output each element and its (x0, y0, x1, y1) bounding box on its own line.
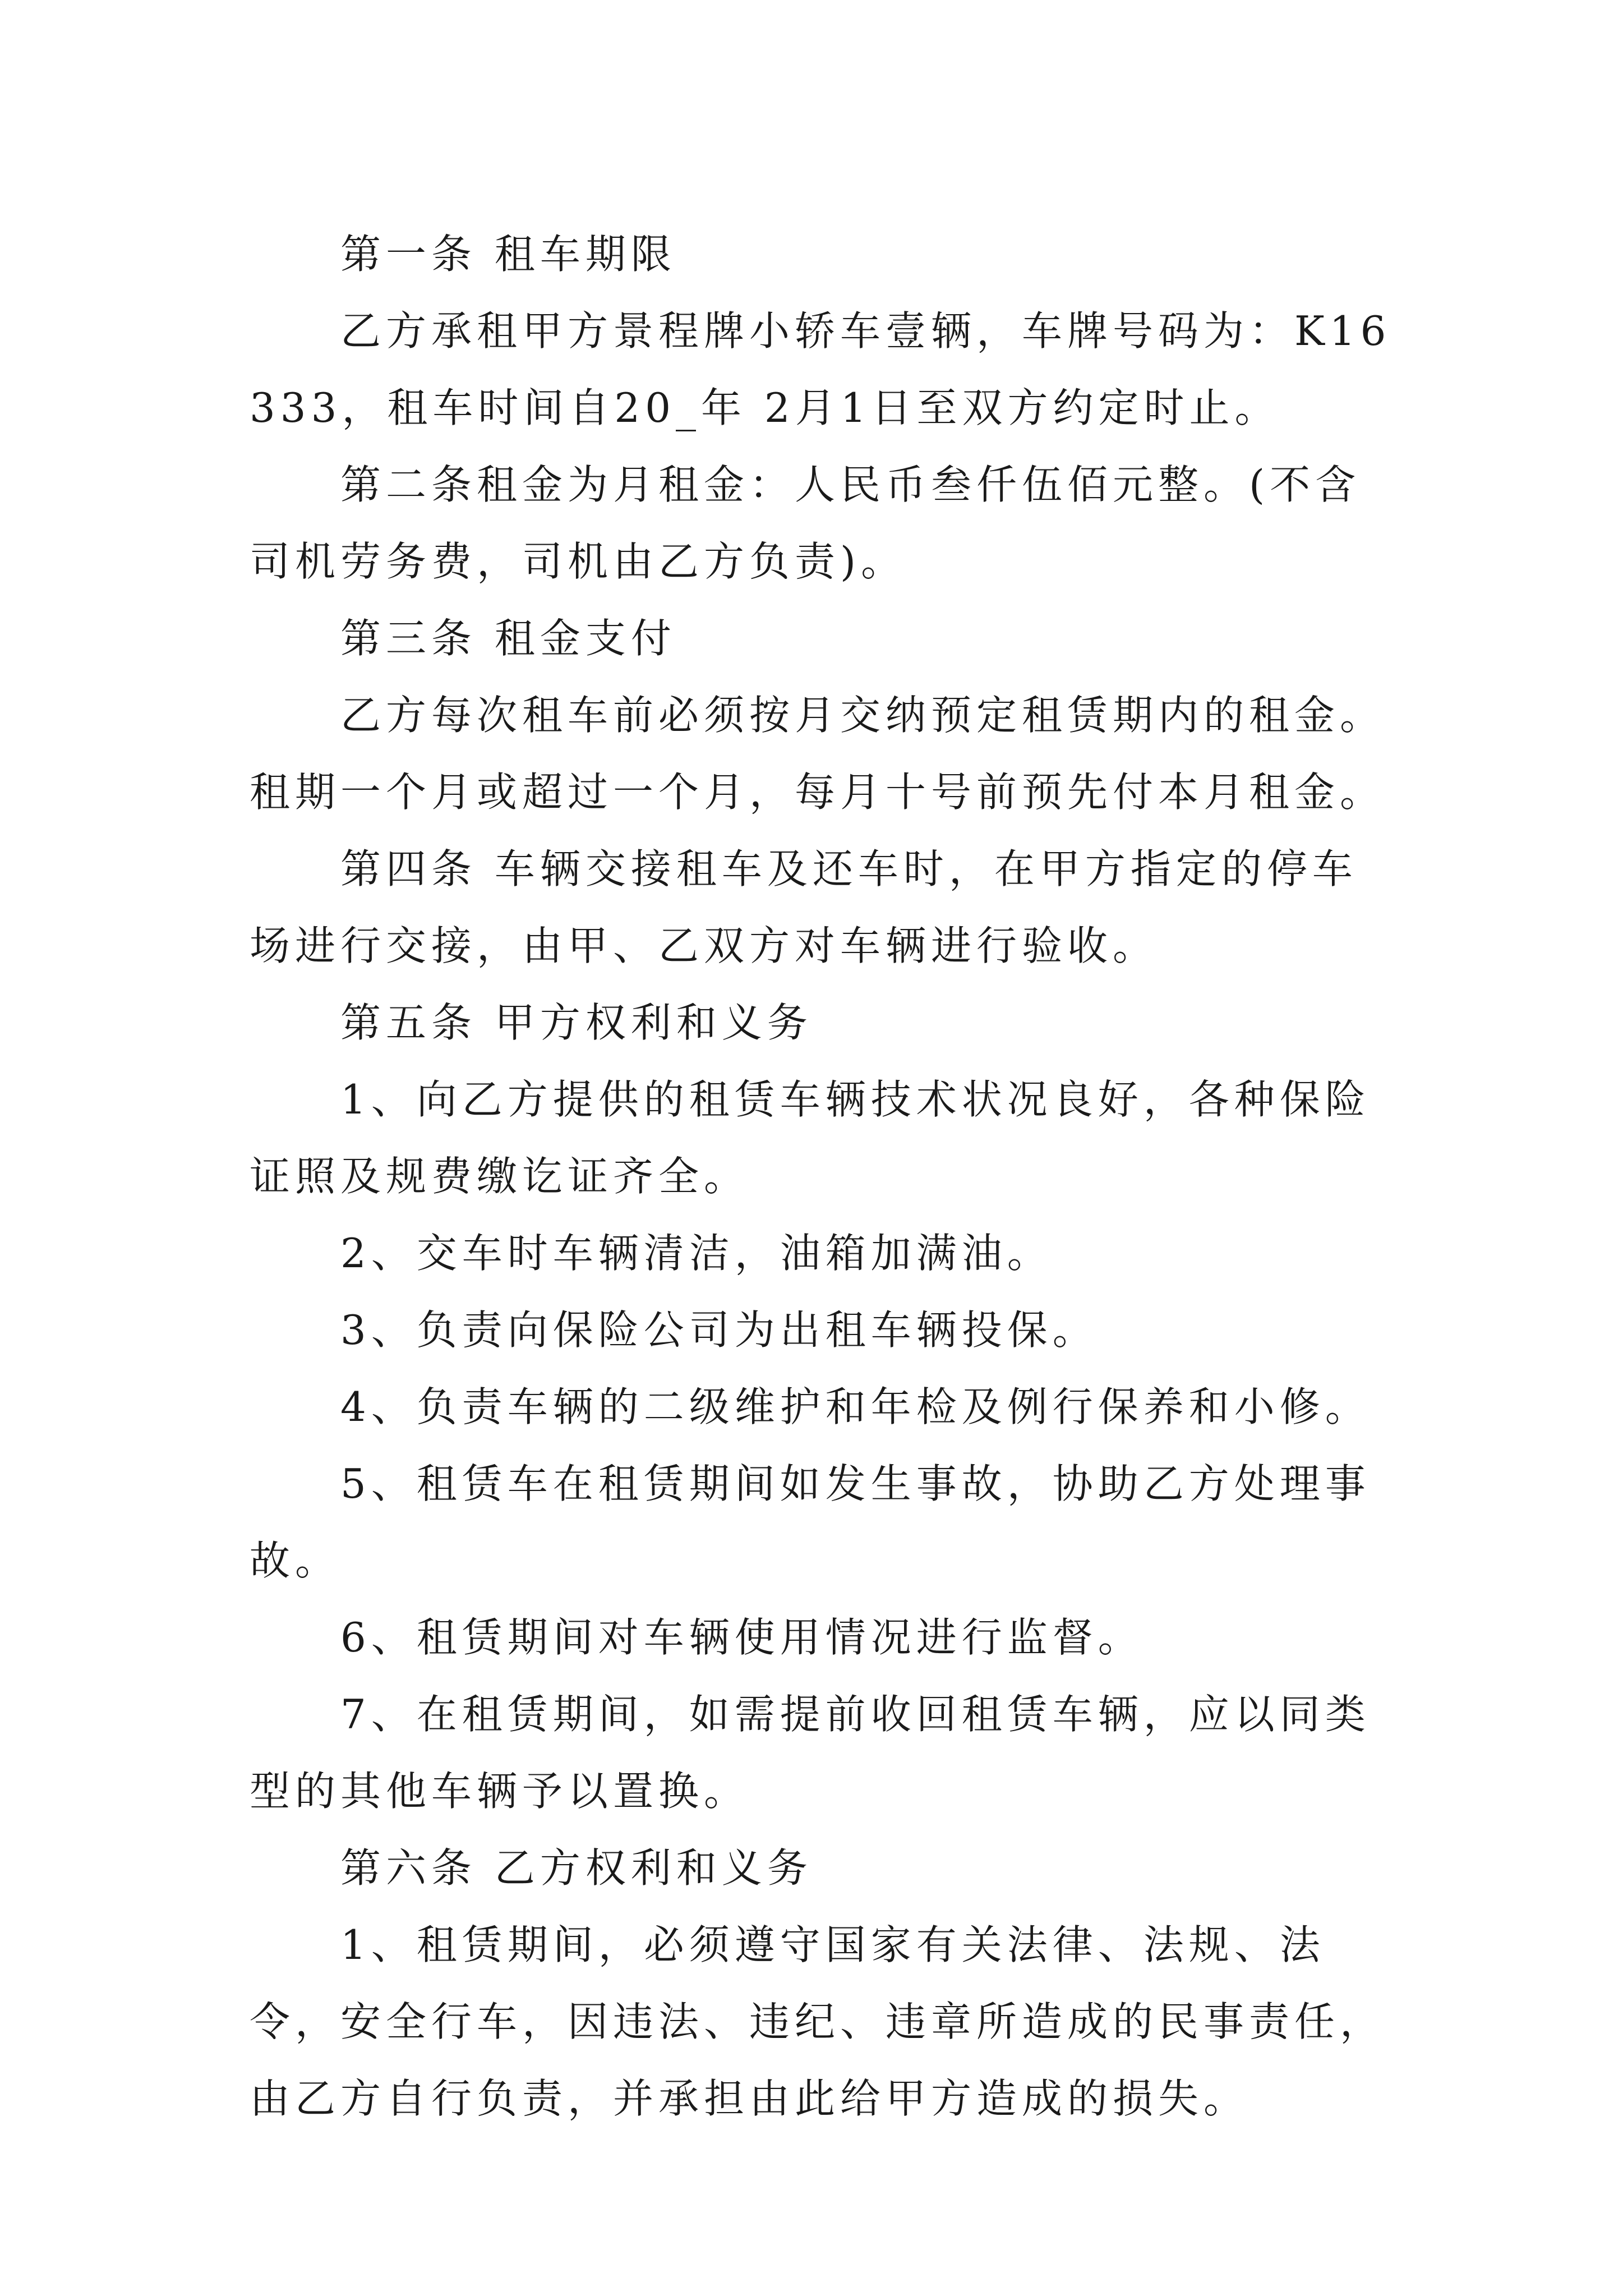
article-5-heading: 第五条 甲方权利和义务 (340, 999, 813, 1046)
article-2-text: 第二条租金为月租金：人民币叁仟伍佰元整。(不含司机劳务费，司机由乙方负责)。 (250, 461, 1361, 585)
article-5-item-5: 5、租赁车在租赁期间如发生事故，协助乙方处理事故。 (250, 1460, 1371, 1584)
article-5-item-4: 4、负责车辆的二级维护和年检及例行保养和小修。 (340, 1383, 1371, 1430)
article-4-text: 第四条 车辆交接租车及还车时，在甲方指定的停车场进行交接，由甲、乙双方对车辆进行验收。 (250, 845, 1358, 969)
article-5-item-6: 6、租赁期间对车辆使用情况进行监督。 (340, 1614, 1144, 1661)
article-6-heading: 第六条 乙方权利和义务 (340, 1844, 813, 1892)
article-1-heading: 第一条 租车期限 (340, 231, 676, 278)
article-6-item-1: 1、租赁期间，必须遵守国家有关法律、法规、法令，安全行车，因违法、违纪、违章所造成的民事责任，由乙方自行负责，并承担由此给甲方造成的损失。 (250, 1921, 1386, 2122)
article-5-item-1: 1、向乙方提供的租赁车辆技术状况良好，各种保险证照及规费缴讫证齐全。 (250, 1076, 1371, 1200)
document-body (250, 216, 1394, 2137)
article-5-item-2: 2、交车时车辆清洁，油箱加满油。 (340, 1230, 1053, 1277)
article-3-text: 乙方每次租车前必须按月交纳预定租赁期内的租金。租期一个月或超过一个月，每月十号前预先付本月租金。 (250, 692, 1386, 816)
article-5-item-7: 7、在租赁期间，如需提前收回租赁车辆，应以同类型的其他车辆予以置换。 (250, 1691, 1371, 1815)
article-3-heading: 第三条 租金支付 (340, 615, 676, 662)
article-5-item-3: 3、负责向保险公司为出租车辆投保。 (340, 1306, 1098, 1354)
article-1-text: 乙方承租甲方景程牌小轿车壹辆，车牌号码为：K16333，租车时间自20_年 2月1日至双方约定时止。 (250, 307, 1391, 431)
